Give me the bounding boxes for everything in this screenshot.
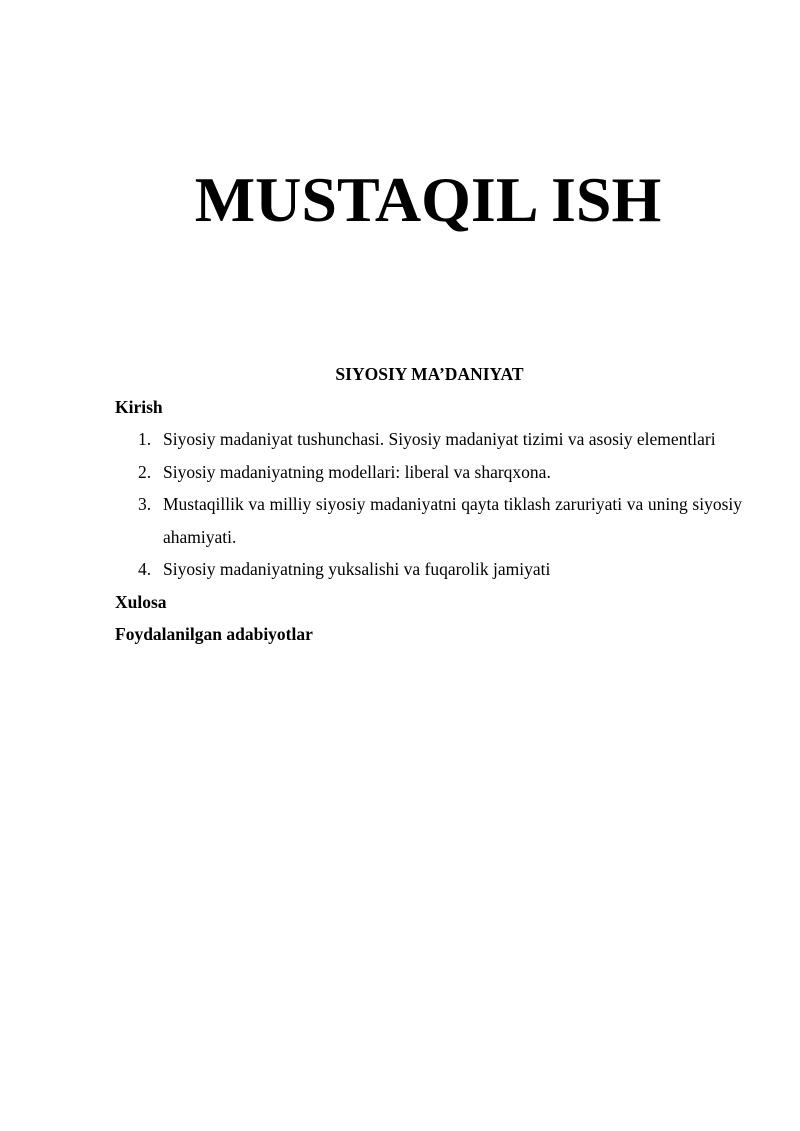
toc-item-number: 1. (138, 429, 152, 449)
toc-item-text: Mustaqillik va milliy siyosiy madaniyatni qayta tiklash zaruriyati va uning siyosiy ahamiyati. (163, 494, 742, 547)
toc-item (115, 553, 742, 586)
document-content (115, 358, 742, 651)
toc-item-number: 4. (138, 559, 152, 579)
toc-item-number: 2. (138, 461, 152, 482)
toc-item (115, 423, 742, 456)
references-heading: Foydalanilgan adabiyotlar (115, 624, 313, 644)
toc-item (115, 488, 742, 553)
toc-item-text: Siyosiy madaniyatning yuksalishi va fuqarolik jamiyati (163, 559, 551, 579)
toc-list (115, 423, 742, 586)
intro-heading: Kirish (115, 396, 163, 417)
toc-item-number: 3. (138, 494, 152, 514)
toc-item (115, 456, 742, 489)
toc-item-text: Siyosiy madaniyatning modellari: liberal va sharqxona. (163, 461, 551, 482)
conclusion-heading: Xulosa (115, 591, 167, 612)
document-subject: SIYOSIY MA’DANIYAT (335, 364, 524, 384)
toc-item-text: Siyosiy madaniyat tushunchasi. Siyosiy madaniyat tizimi va asosiy elementlari (163, 429, 716, 449)
document-title: MUSTAQIL ISH (194, 164, 662, 235)
